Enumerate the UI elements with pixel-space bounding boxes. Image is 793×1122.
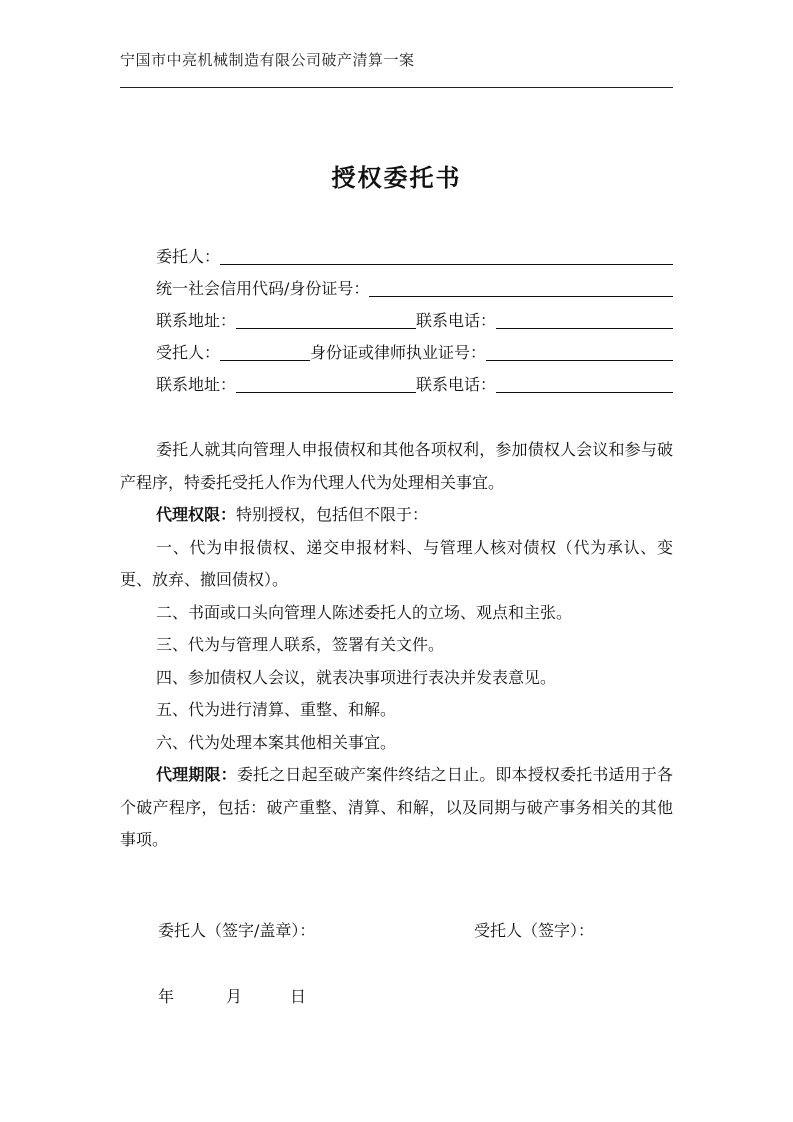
principal-label: 委托人： <box>156 247 221 266</box>
term-paragraph <box>120 759 673 857</box>
phone-blank[interactable] <box>496 308 673 329</box>
scope-heading: 代理权限： <box>156 505 237 524</box>
document-title: 授权委托书 <box>331 163 462 192</box>
credit-code-row <box>156 276 673 300</box>
term-heading: 代理期限： <box>156 765 237 784</box>
address-blank[interactable] <box>236 308 416 329</box>
credit-code-blank[interactable] <box>369 276 673 297</box>
principal-signature[interactable]: 委托人（签字/盖章）： <box>158 921 316 940</box>
day-label: 日 <box>290 987 307 1006</box>
agent-id-blank[interactable] <box>486 340 673 361</box>
scope-item: 二、书面或口头向管理人陈述委托人的立场、观点和主张。 <box>156 602 573 622</box>
agent-id-label: 身份证或律师执业证号： <box>310 343 487 362</box>
date-line <box>158 984 306 1007</box>
term-text: 委托之日起至破产案件终结之日止。即本授权委托书适用于各个破产程序，包括：破产重整、清算、和解，以及同期与破产事务相关的其他事项。 <box>120 765 673 849</box>
month-label: 月 <box>226 987 243 1006</box>
scope-paragraph <box>120 499 673 532</box>
address-label: 联系地址： <box>156 311 237 330</box>
phone-label: 联系电话： <box>416 311 497 330</box>
case-header: 宁国市中亮机械制造有限公司破产清算一案 <box>120 51 415 69</box>
address-row <box>156 308 673 332</box>
agent-blank[interactable] <box>220 340 310 361</box>
principal-blank[interactable] <box>220 244 673 265</box>
agent-address-label: 联系地址： <box>156 375 237 394</box>
scope-text: 特别授权，包括但不限于： <box>236 505 429 524</box>
principal-row <box>156 244 673 268</box>
scope-item: 五、代为进行清算、重整、和解。 <box>156 700 397 719</box>
year-label: 年 <box>158 987 175 1006</box>
agent-signature[interactable]: 受托人（签字）： <box>474 921 595 940</box>
agent-row <box>156 340 673 364</box>
scope-item: 六、代为处理本案其他相关事宜。 <box>156 732 397 752</box>
scope-item: 一、代为申报债权、递交申报材料、与管理人核对债权（代为承认、变更、放弃、撤回债权）。 <box>120 537 673 589</box>
agent-address-row <box>156 372 673 396</box>
scope-item: 四、参加债权人会议，就表决事项进行表决并发表意见。 <box>156 667 557 687</box>
credit-code-label: 统一社会信用代码/身份证号： <box>156 279 370 298</box>
agent-address-blank[interactable] <box>236 372 416 393</box>
agent-phone-blank[interactable] <box>496 372 673 393</box>
body-section <box>120 434 673 857</box>
agent-phone-label: 联系电话： <box>416 375 497 394</box>
scope-item: 三、代为与管理人联系，签署有关文件。 <box>156 635 445 654</box>
header-divider <box>120 87 673 88</box>
agent-label: 受托人： <box>156 343 221 362</box>
intro-paragraph: 委托人就其向管理人申报债权和其他各项权利，参加债权人会议和参与破产程序，特委托受托人作为代理人代为处理相关事宜。 <box>120 440 673 492</box>
